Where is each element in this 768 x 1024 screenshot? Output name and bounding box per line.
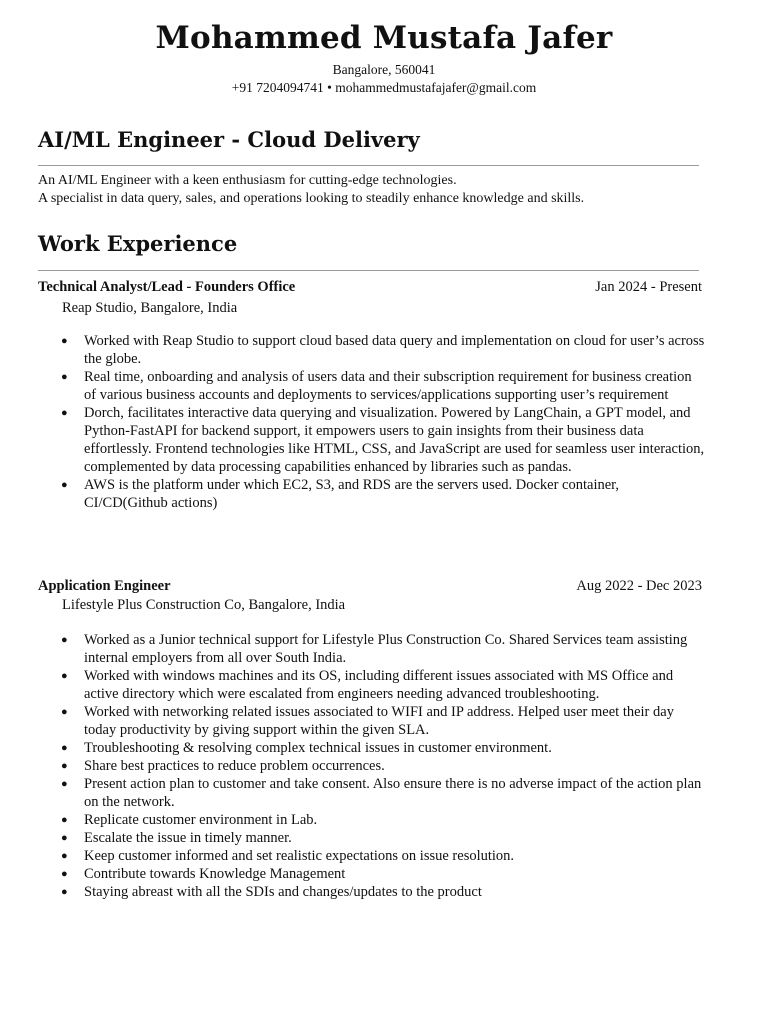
section-divider (38, 165, 699, 166)
job-dates: Jan 2024 - Present (595, 279, 702, 295)
job-dates: Aug 2022 - Dec 2023 (576, 578, 702, 594)
company-name: Lifestyle Plus Construction Co, Bangalore, India (62, 597, 346, 613)
job-bullet-list (84, 332, 706, 512)
summary-line: An AI/ML Engineer with a keen enthusiasm for cutting-edge technologies. (38, 173, 457, 188)
list-item: ● AWS is the platform under which EC2, S3, and RDS are the servers used. Docker container, CI/CD(Github actions) (84, 476, 706, 512)
work-experience-heading: Work Experience (38, 231, 238, 256)
list-item: ● Contribute towards Knowledge Management (84, 865, 706, 883)
list-item: ● Dorch, facilitates interactive data querying and visualization. Powered by LangChain, a GPT model, and Python-FastAPI for backend support, it empowers users to gain insights from their business data effortlessly. Frontend technologies like HTML, CSS, and JavaScript are used for seamless user interaction, complemented by data processing capabilities enhanced by libraries such as pandas. (84, 404, 706, 476)
section-divider (38, 270, 699, 271)
job-title: Application Engineer (38, 578, 171, 594)
list-item: ● Keep customer informed and set realistic expectations on issue resolution. (84, 847, 706, 865)
list-item: ● Troubleshooting & resolving complex technical issues in customer environment. (84, 739, 706, 757)
list-item: ● Worked with networking related issues associated to WIFI and IP address. Helped user meet their day today productivity by giving support within the given SLA. (84, 703, 706, 739)
job-title: Technical Analyst/Lead - Founders Office (38, 279, 296, 295)
job-bullet-list (84, 631, 706, 901)
list-item: ● Staying abreast with all the SDIs and changes/updates to the product (84, 883, 706, 901)
list-item: ● Escalate the issue in timely manner. (84, 829, 706, 847)
list-item: ● Present action plan to customer and take consent. Also ensure there is no adverse impact of the action plan on the network. (84, 775, 706, 811)
list-item: ● Replicate customer environment in Lab. (84, 811, 706, 829)
list-item: ● Worked with Reap Studio to support cloud based data query and implementation on cloud for user’s across the globe. (84, 332, 706, 368)
summary (38, 172, 584, 208)
summary-line: A specialist in data query, sales, and operations looking to steadily enhance knowledge and skills. (38, 191, 585, 206)
location-line: Bangalore, 560041 (332, 62, 436, 77)
list-item: ● Real time, onboarding and analysis of users data and their subscription requirement for business creation of various business accounts and deployments to services/applications supporting user’s requirement (84, 368, 706, 404)
candidate-name: Mohammed Mustafa Jafer (155, 20, 613, 56)
list-item: ● Worked as a Junior technical support for Lifestyle Plus Construction Co. Shared Services team assisting internal employers from all over South India. (84, 631, 706, 667)
company-name: Reap Studio, Bangalore, India (62, 300, 238, 316)
contact-line: +91 7204094741 • mohammedmustafajafer@gmail.com (231, 80, 537, 95)
list-item: ● Share best practices to reduce problem occurrences. (84, 757, 706, 775)
list-item: ● Worked with windows machines and its OS, including different issues associated with MS Office and active directory which were escalated from engineers needing advanced troubleshooting. (84, 667, 706, 703)
role-heading: AI/ML Engineer - Cloud Delivery (38, 127, 420, 152)
